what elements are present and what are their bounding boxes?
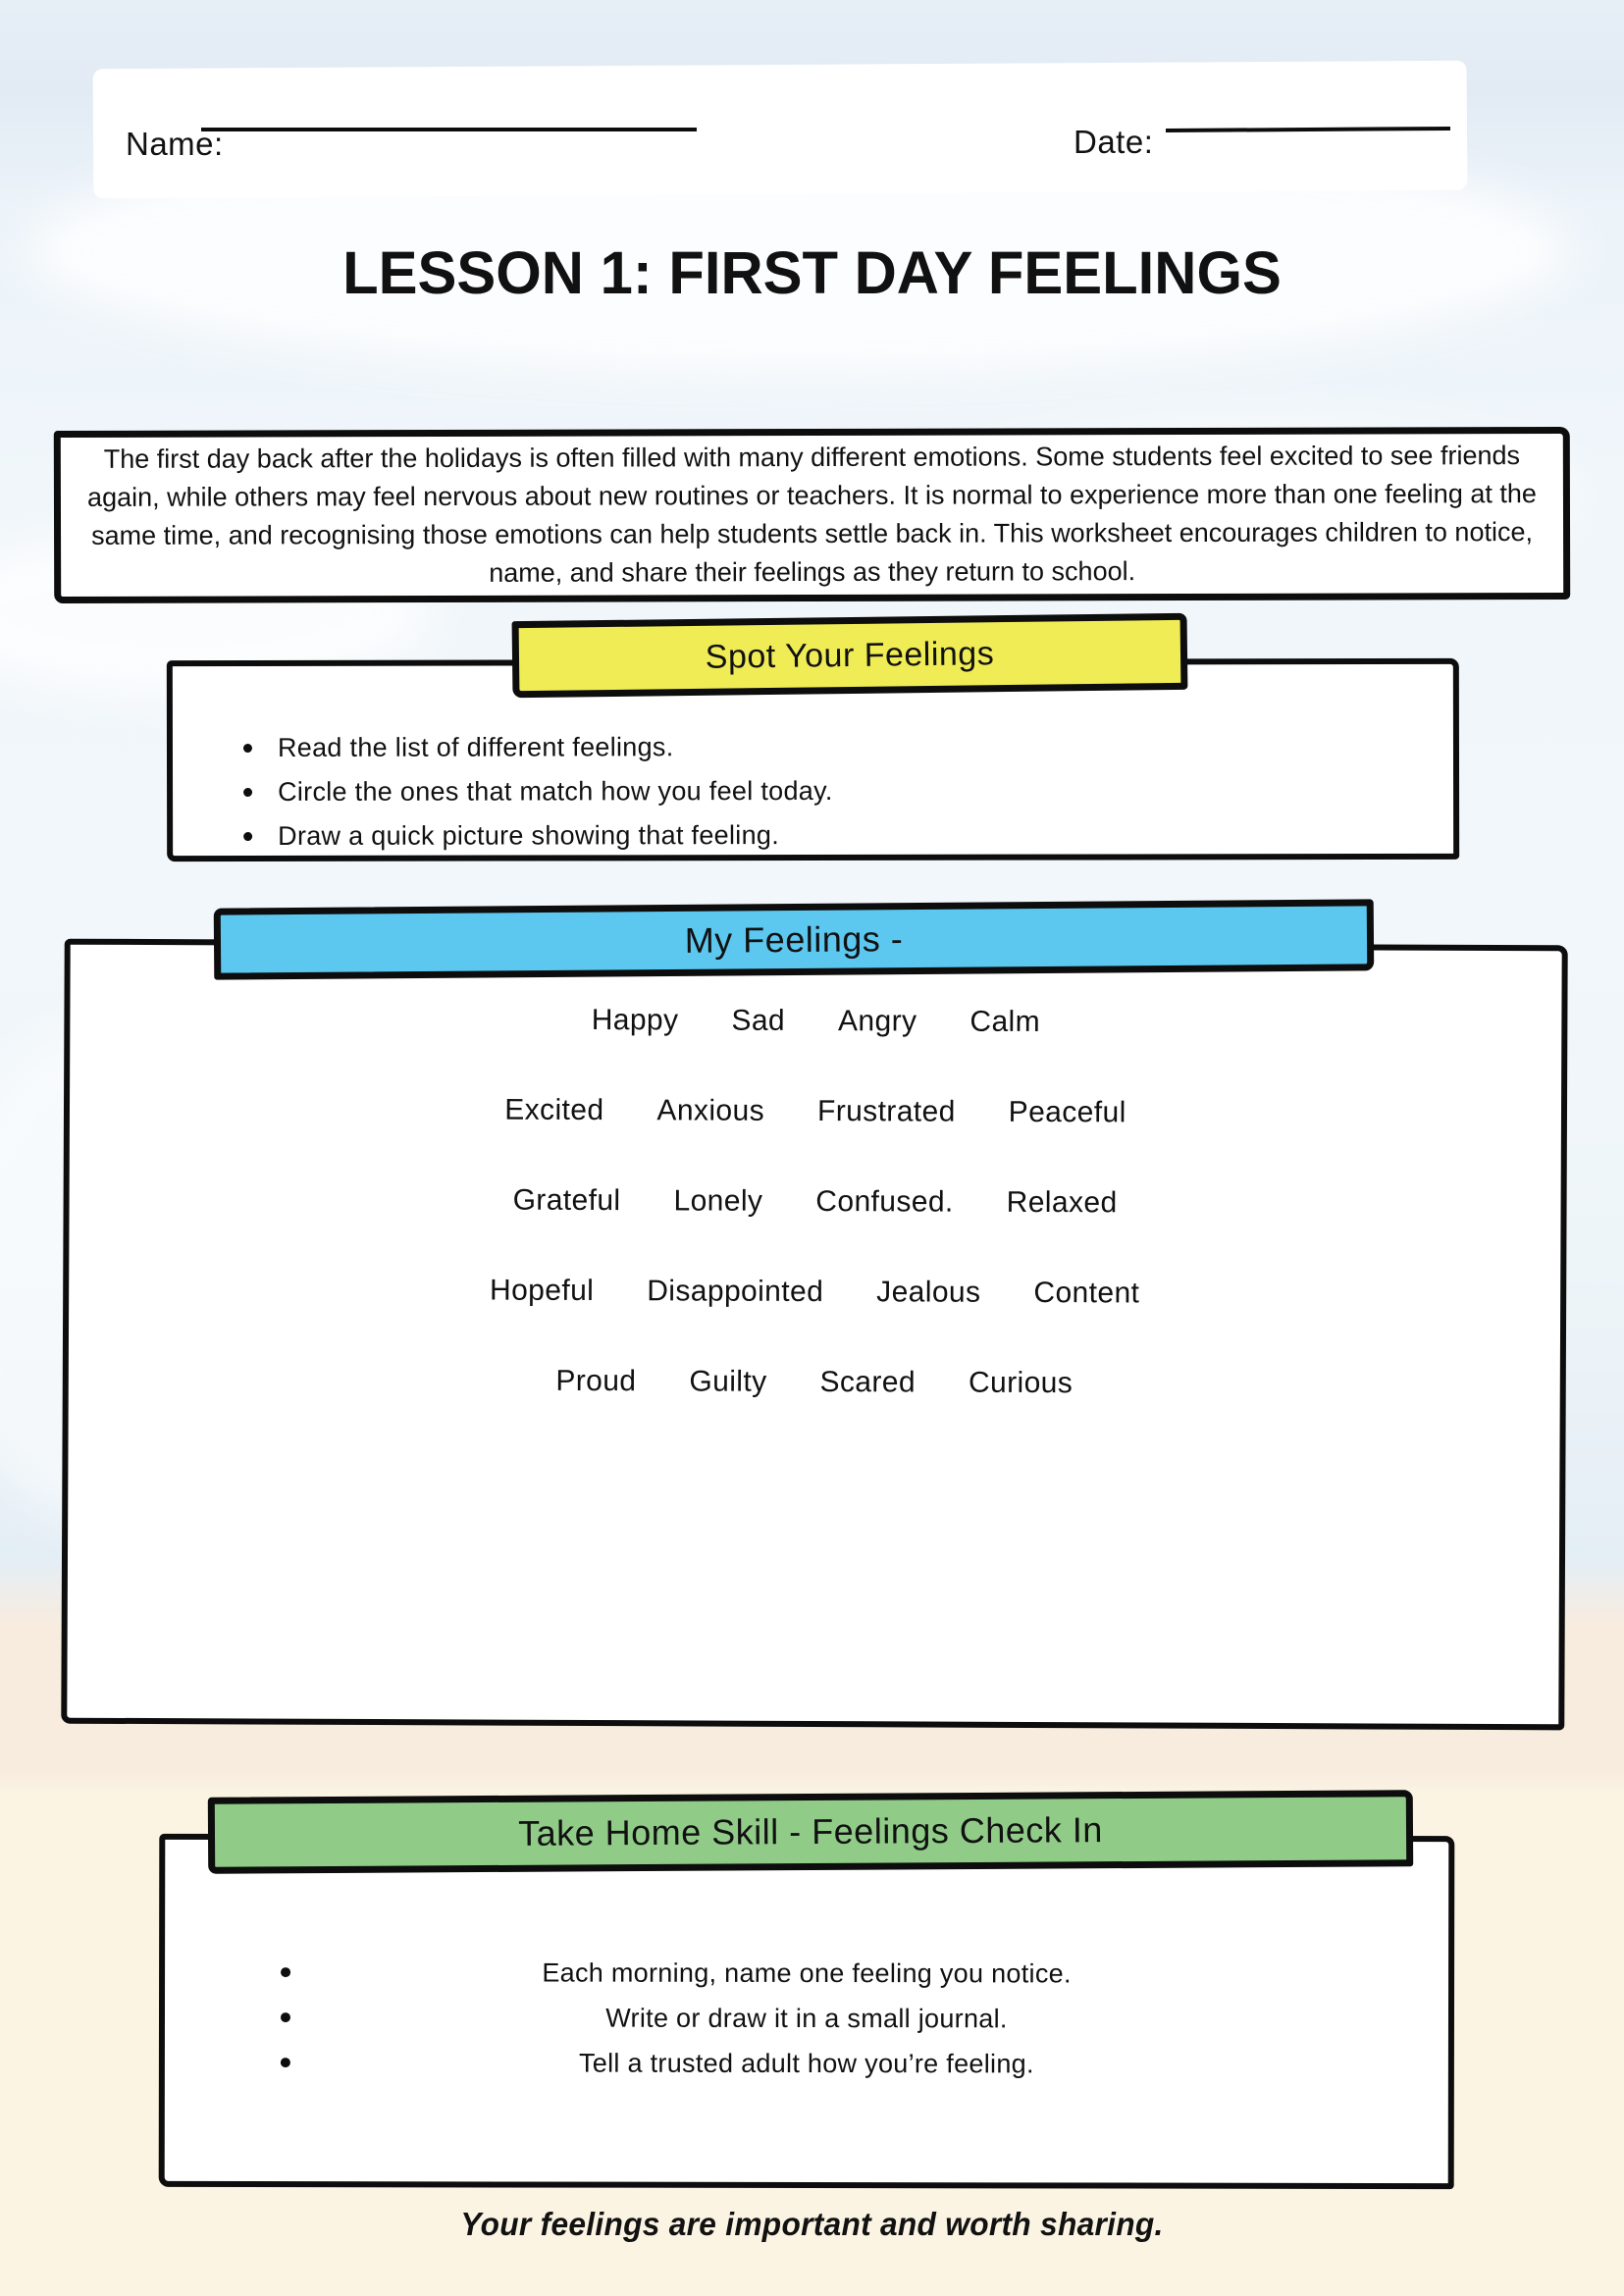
feeling-word[interactable]: Content bbox=[1033, 1276, 1140, 1310]
feeling-word[interactable]: Hopeful bbox=[489, 1274, 595, 1308]
intro-box bbox=[54, 427, 1570, 603]
feeling-word[interactable]: Anxious bbox=[656, 1094, 765, 1127]
intro-text: The first day back after the holidays is often filled with many different emotions. Some students feel excited to see friends again, while others may feel nervous about new routines or teachers. It is normal to experience more than one feeling at the same time, and recognising those emotions can help students settle back in. This worksheet encourages children to notice, name, and share their feelings as they return to school. bbox=[86, 441, 1537, 588]
feelings-row bbox=[70, 1002, 1561, 1042]
take-home-list bbox=[165, 1950, 1448, 2087]
bullet-icon bbox=[243, 744, 252, 753]
bullet-icon bbox=[243, 832, 252, 841]
take-home-text: Tell a trusted adult how you’re feeling. bbox=[578, 2048, 1034, 2078]
feeling-word[interactable]: Confused. bbox=[815, 1185, 954, 1219]
list-item bbox=[165, 2040, 1448, 2087]
feeling-word[interactable]: Lonely bbox=[673, 1184, 763, 1218]
list-item bbox=[165, 1995, 1448, 2042]
list-item bbox=[243, 820, 833, 852]
feelings-row bbox=[69, 1363, 1560, 1403]
bullet-icon bbox=[281, 1967, 290, 1977]
bullet-icon bbox=[281, 2012, 290, 2022]
feeling-word[interactable]: Relaxed bbox=[1006, 1185, 1118, 1220]
feeling-word[interactable]: Frustrated bbox=[816, 1095, 956, 1128]
bullet-icon bbox=[243, 788, 252, 797]
list-item bbox=[243, 732, 833, 763]
instruction-text: Draw a quick picture showing that feeling. bbox=[278, 820, 780, 851]
feeling-word[interactable]: Happy bbox=[591, 1004, 679, 1037]
page-title: LESSON 1: FIRST DAY FEELINGS bbox=[342, 239, 1282, 306]
feeling-word[interactable]: Proud bbox=[555, 1364, 637, 1398]
feeling-word[interactable]: Grateful bbox=[512, 1183, 621, 1218]
spot-your-feelings-banner: Spot Your Feelings bbox=[512, 613, 1188, 698]
feeling-word[interactable]: Curious bbox=[968, 1366, 1074, 1400]
list-item bbox=[243, 776, 833, 808]
list-item bbox=[165, 1950, 1448, 1997]
feeling-word[interactable]: Angry bbox=[837, 1005, 917, 1038]
instruction-text: Circle the ones that match how you feel today. bbox=[278, 775, 833, 807]
feelings-row bbox=[70, 1182, 1561, 1223]
feelings-word-grid bbox=[68, 1002, 1561, 1460]
feeling-word[interactable]: Excited bbox=[504, 1093, 604, 1127]
feeling-word[interactable]: Sad bbox=[731, 1004, 786, 1037]
feeling-word[interactable]: Disappointed bbox=[647, 1275, 824, 1309]
feeling-word[interactable]: Peaceful bbox=[1008, 1095, 1126, 1129]
date-field-label: Date: bbox=[1074, 124, 1154, 160]
name-field-label: Name: bbox=[126, 126, 224, 162]
feeling-word[interactable]: Scared bbox=[819, 1366, 917, 1399]
bullet-icon bbox=[281, 2058, 290, 2067]
my-feelings-box bbox=[61, 939, 1567, 1731]
take-home-text: Each morning, name one feeling you notice. bbox=[542, 1957, 1072, 1988]
footer-note: Your feelings are important and worth sharing. bbox=[460, 2206, 1164, 2242]
feelings-row bbox=[70, 1092, 1561, 1132]
name-line[interactable] bbox=[201, 128, 697, 131]
feeling-word[interactable]: Calm bbox=[969, 1005, 1041, 1039]
feeling-word[interactable]: Jealous bbox=[876, 1276, 981, 1309]
take-home-skill-banner: Take Home Skill - Feelings Check In bbox=[208, 1790, 1413, 1874]
feelings-row bbox=[69, 1273, 1560, 1313]
take-home-text: Write or draw it in a small journal. bbox=[605, 2003, 1008, 2033]
instruction-text: Read the list of different feelings. bbox=[277, 732, 674, 762]
my-feelings-banner: My Feelings - bbox=[214, 899, 1375, 979]
feeling-word[interactable]: Guilty bbox=[689, 1365, 767, 1398]
spot-instructions-list bbox=[243, 732, 833, 865]
take-home-box bbox=[159, 1834, 1455, 2189]
